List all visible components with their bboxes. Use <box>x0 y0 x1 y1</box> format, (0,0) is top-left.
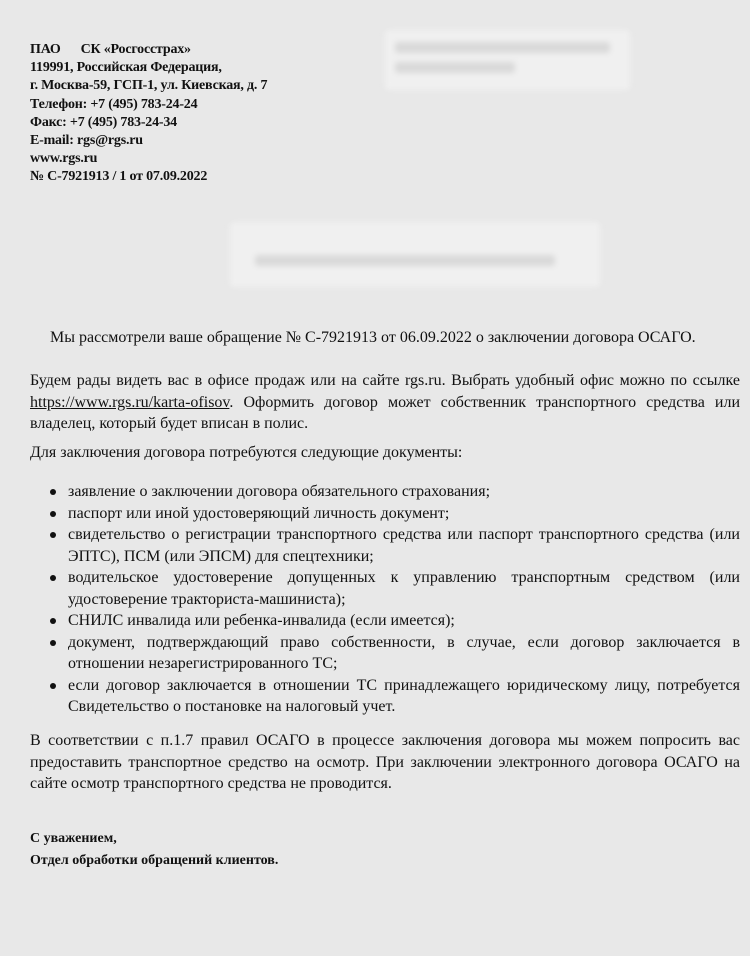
sender-org-type: ПАО <box>30 42 61 57</box>
bullet-icon <box>50 575 56 581</box>
list-item: документ, подтверждающий право собственности, в случае, если договор заключается в отношении незарегистрированного ТС; <box>50 632 740 675</box>
sender-address-line2: г. Москва-59, ГСП-1, ул. Киевская, д. 7 <box>30 78 268 94</box>
signature-department: Отдел обработки обращений клиентов. <box>30 853 279 868</box>
office-info-text-after-link: . Оформить договор может собственник транспортного средства или владелец, который будет вписан в полис. <box>30 393 740 432</box>
list-item: заявление о заключении договора обязательного страхования; <box>50 481 740 503</box>
bullet-icon <box>50 683 56 689</box>
bullet-icon <box>50 532 56 538</box>
sender-company-line <box>30 41 267 59</box>
signature-closing: С уважением, <box>30 831 117 846</box>
documents-list <box>50 481 740 718</box>
bullet-icon <box>50 489 56 495</box>
redacted-recipient-block <box>385 30 630 90</box>
bullet-icon <box>50 618 56 624</box>
documents-heading: Для заключения договора потребуются следующие документы: <box>30 444 463 461</box>
sender-company-name: СК «Росгосстрах» <box>80 42 191 57</box>
sender-block <box>30 41 267 187</box>
sender-address-line1: 119991, Российская Федерация, <box>30 60 222 76</box>
sender-phone: Телефон: +7 (495) 783-24-24 <box>30 96 198 112</box>
list-item: если договор заключается в отношении ТС принадлежащего юридическому лицу, потребуется Свидетельство о постановке на налоговый учет. <box>50 675 740 718</box>
list-item: водительское удостоверение допущенных к управлению транспортным средством (или удостоверение тракториста-машиниста); <box>50 567 740 610</box>
sender-fax: Факс: +7 (495) 783-24-34 <box>30 114 177 130</box>
list-item: паспорт или иной удостоверяющий личность документ; <box>50 503 740 525</box>
sender-email: E-mail: rgs@rgs.ru <box>30 133 143 149</box>
signature-block <box>30 828 278 872</box>
redacted-salutation-block <box>230 222 600 287</box>
office-map-link[interactable]: https://www.rgs.ru/karta-ofisov <box>30 393 230 411</box>
intro-paragraph: Мы рассмотрели ваше обращение № С-7921913 от 06.09.2022 о заключении договора ОСАГО. <box>50 329 696 346</box>
office-info-paragraph <box>30 370 740 435</box>
office-info-text: Будем рады видеть вас в офисе продаж или на сайте rgs.ru. Выбрать удобный офис можно по ссылке <box>30 372 740 389</box>
list-item: свидетельство о регистрации транспортного средства или паспорт транспортного средства (или ЭПТС), ПСМ (или ЭПСМ) для спецтехники; <box>50 524 740 567</box>
inspection-paragraph: В соответствии с п.1.7 правил ОСАГО в процессе заключения договора мы можем попросить вас предоставить транспортное средство на осмотр. При заключении электронного договора ОСАГО на сайте осмотр транспортного средства не проводится. <box>30 732 740 792</box>
bullet-icon <box>50 640 56 646</box>
bullet-icon <box>50 511 56 517</box>
sender-website: www.rgs.ru <box>30 151 98 167</box>
reference-number: № С-7921913 / 1 от 07.09.2022 <box>30 169 208 185</box>
list-item: СНИЛС инвалида или ребенка-инвалида (если имеется); <box>50 610 740 632</box>
